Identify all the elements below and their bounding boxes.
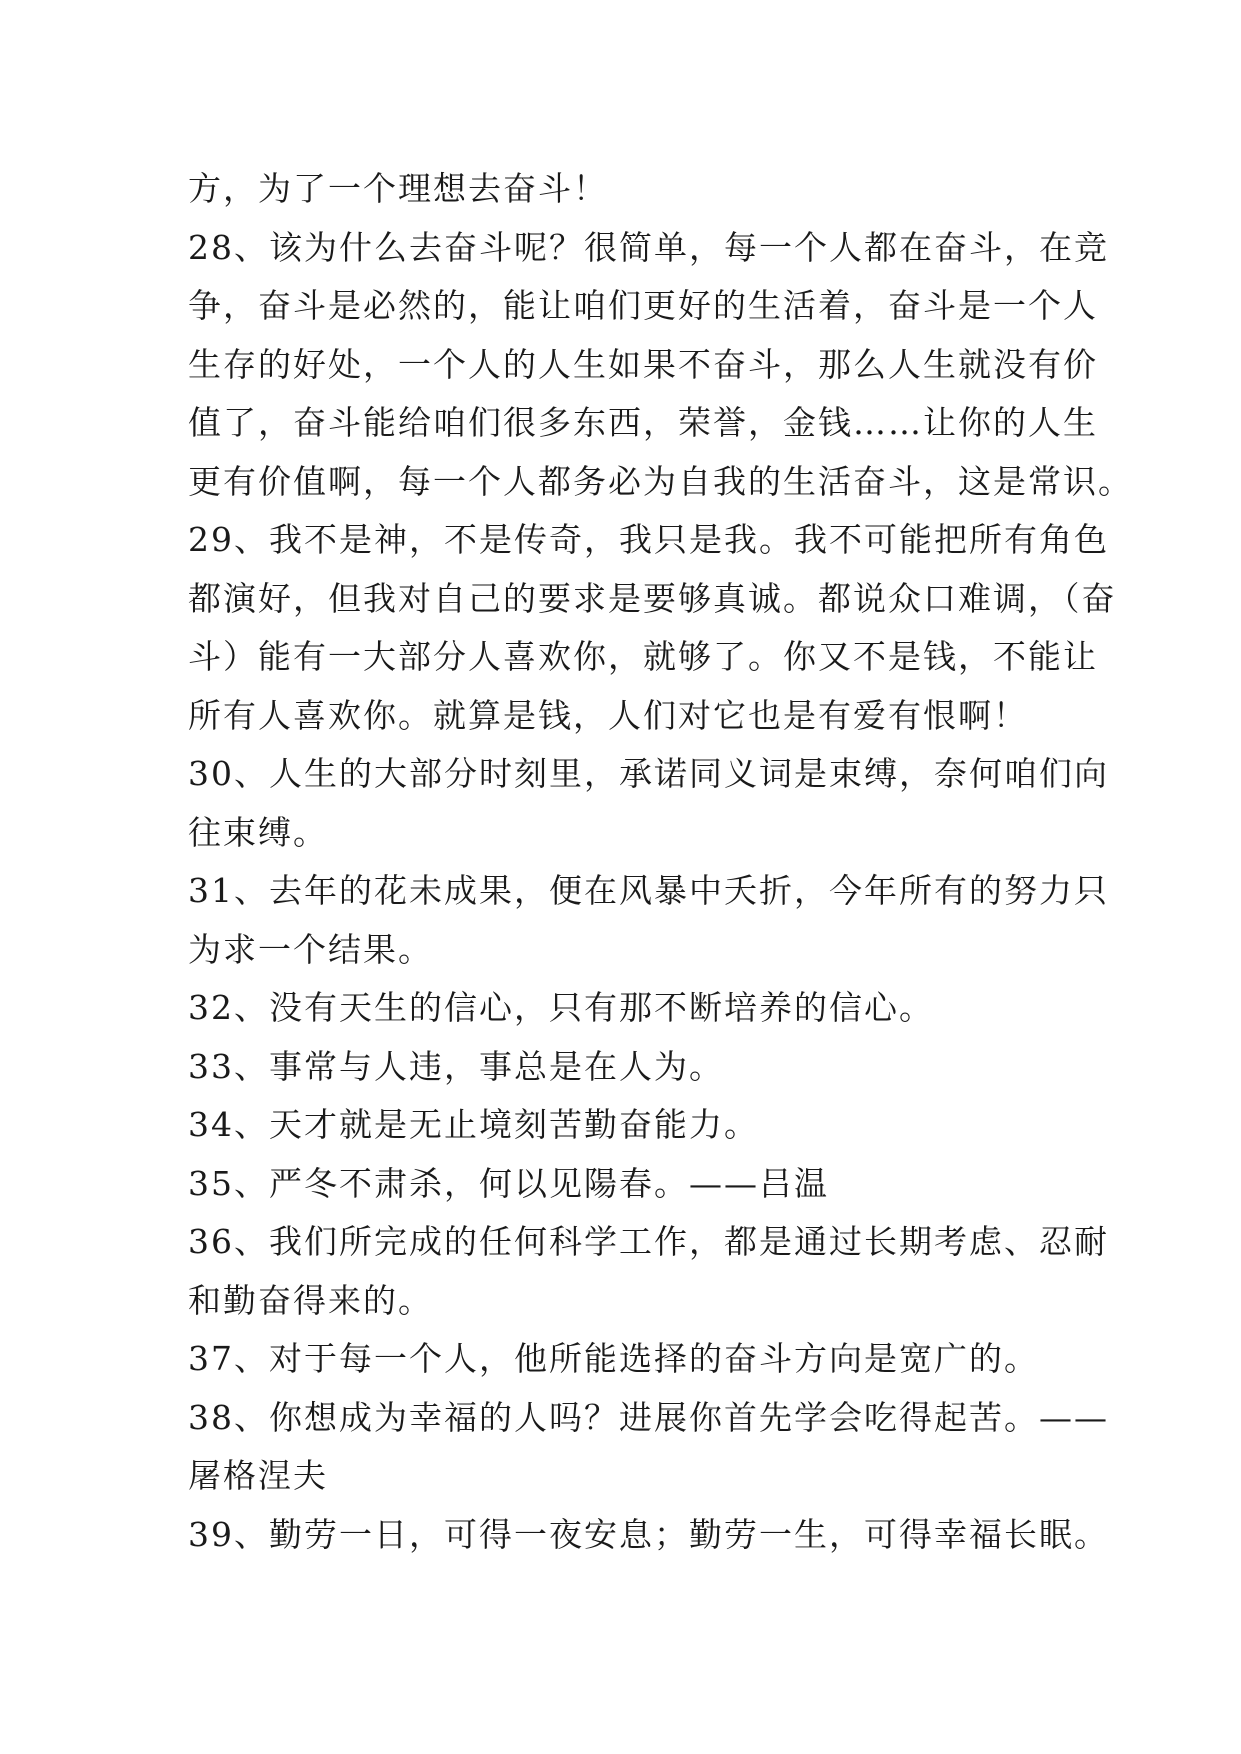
text-line: 屠格涅夫 bbox=[188, 1456, 328, 1495]
text-line: 29、我不是神，不是传奇，我只是我。我不可能把所有角色 bbox=[188, 520, 1109, 559]
text-line: 和勤奋得来的。 bbox=[188, 1280, 433, 1320]
text-line: 所有人喜欢你。就算是钱，人们对它也是有爱有恨啊！ bbox=[188, 695, 1028, 735]
text-line: 34、天才就是无止境刻苦勤奋能力。 bbox=[188, 1105, 759, 1144]
text-line: 36、我们所完成的任何科学工作，都是通过长期考虑、忍耐 bbox=[188, 1222, 1109, 1261]
text-line: 28、该为什么去奋斗呢？很简单，每一个人都在奋斗，在竞 bbox=[188, 227, 1109, 267]
text-line: 争，奋斗是必然的，能让咱们更好的生活着，奋斗是一个人 bbox=[188, 286, 1098, 325]
text-line: 39、勤劳一日，可得一夜安息；勤劳一生，可得幸福长眠。 bbox=[188, 1514, 1109, 1554]
body-text bbox=[188, 160, 1133, 1564]
text-line: 为求一个结果。 bbox=[188, 929, 433, 969]
text-line: 37、对于每一个人，他所能选择的奋斗方向是宽广的。 bbox=[188, 1339, 1039, 1378]
text-line: 31、去年的花未成果，便在风暴中夭折，今年所有的努力只 bbox=[188, 871, 1109, 910]
text-line: 往束缚。 bbox=[188, 812, 328, 852]
text-line: 32、没有天生的信心，只有那不断培养的信心。 bbox=[188, 988, 934, 1027]
text-line: 35、严冬不肃杀，何以见陽春。——吕温 bbox=[188, 1163, 829, 1203]
text-line: 斗）能有一大部分人喜欢你，就够了。你又不是钱，不能让 bbox=[188, 637, 1098, 676]
text-line: 都演好，但我对自己的要求是要够真诚。都说众口难调，（奋 bbox=[188, 578, 1117, 618]
text-line: 30、人生的大部分时刻里，承诺同义词是束缚，奈何咱们向 bbox=[188, 754, 1109, 793]
text-line: 生存的好处，一个人的人生如果不奋斗，那么人生就没有价 bbox=[188, 344, 1098, 384]
text-line: 38、你想成为幸福的人吗？进展你首先学会吃得起苦。—— bbox=[188, 1397, 1109, 1437]
text-line: 33、事常与人违，事总是在人为。 bbox=[188, 1046, 724, 1086]
text-line: 值了，奋斗能给咱们很多东西，荣誉，金钱……让你的人生 bbox=[188, 403, 1098, 442]
text-line: 方，为了一个理想去奋斗！ bbox=[188, 169, 608, 208]
text-line: 更有价值啊，每一个人都务必为自我的生活奋斗，这是常识。 bbox=[188, 461, 1133, 501]
